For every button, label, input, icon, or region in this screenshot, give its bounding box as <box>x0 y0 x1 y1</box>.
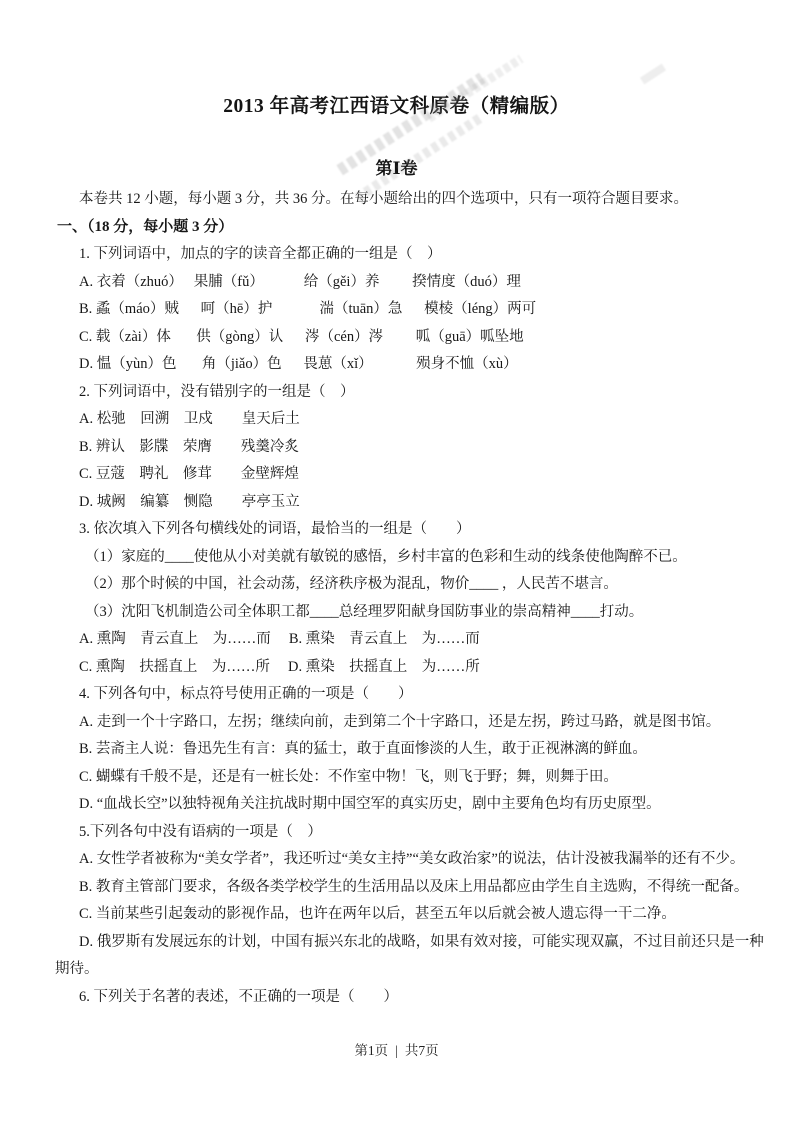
question-1-option-d: D. 愠（yùn）色 角（jiǎo）色 畏葸（xǐ） 殒身不恤（xù） <box>79 356 518 372</box>
question-5-option-b: B. 教育主管部门要求，各级各类学校学生的生活用品以及床上用品都应由学生自主选购，不得统一配备。 <box>79 878 749 895</box>
question-1-stem: 1. 下列词语中，加点的字的读音全都正确的一组是（ ） <box>79 246 442 262</box>
question-4-option-c: C. 蝴蝶有千般不是，还是有一桩长处：不作室中物！飞，则飞于野；舞，则舞于田。 <box>79 768 618 785</box>
question-1-option-c: C. 载（zài）体 供（gòng）认 涔（cén）涔 呱（guā）呱坠地 <box>79 328 524 345</box>
footer-total-pages: 共7页 <box>404 1043 439 1058</box>
question-5-option-d: D. 俄罗斯有发展远东的计划，中国有振兴东北的战略，如果有效对接，可能实现双赢，不过目前还只是一种 <box>79 933 764 950</box>
question-2-option-a: A. 松驰 回溯 卫戍 皇天后土 <box>79 411 300 427</box>
question-1-option-a: A. 衣着（zhuó） 果脯（fǔ） 给（gěi）养 揆情度（duó）理 <box>79 273 521 290</box>
question-2-option-b: B. 辨认 影牒 荣膺 残羹冷炙 <box>79 438 299 455</box>
question-3-item-3: （3）沈阳飞机制造公司全体职工都____总经理罗阳献身国防事业的崇高精神____打动。 <box>85 603 644 620</box>
footer-separator: | <box>395 1043 398 1058</box>
question-4-stem: 4. 下列各句中，标点符号使用正确的一项是（ ） <box>79 686 413 702</box>
question-3-options-cd: C. 熏陶 扶摇直上 为……所 D. 熏染 扶摇直上 为……所 <box>79 658 480 675</box>
page-footer <box>0 1039 793 1059</box>
watermark <box>640 64 666 85</box>
question-6-stem: 6. 下列关于名著的表述，不正确的一项是（ ） <box>79 988 398 1005</box>
section-title: 第Ⅰ卷 <box>375 159 418 178</box>
question-body <box>0 186 793 1011</box>
question-2-stem: 2. 下列词语中，没有错别字的一组是（ ） <box>79 383 355 400</box>
intro-paragraph: 本卷共 12 小题，每小题 3 分，共 36 分。在每小题给出的四个选项中，只有一项符合题目要求。 <box>79 191 688 207</box>
question-2-option-d: D. 城阙 编纂 恻隐 亭亭玉立 <box>79 493 300 510</box>
question-5-option-a: A. 女性学者被称为“美女学者”，我还听过“美女主持”“美女政治家”的说法，估计没被我漏举的还有不少。 <box>79 851 745 867</box>
part-heading: 一、（18 分，每小题 3 分） <box>57 218 234 235</box>
question-4-option-a: A. 走到一个十字路口，左拐；继续向前，走到第二个十字路口，还是左拐，跨过马路，就是图书馆。 <box>79 713 721 730</box>
question-4-option-b: B. 芸斋主人说：鲁迅先生有言：真的猛士，敢于直面惨淡的人生，敢于正视淋漓的鲜血。 <box>79 741 647 757</box>
question-2-option-c: C. 豆蔻 聘礼 修茸 金壁辉煌 <box>79 466 299 482</box>
question-3-item-1: （1）家庭的____使他从小对美就有敏锐的感悟，乡村丰富的色彩和生动的线条使他陶醉不已。 <box>85 548 687 565</box>
question-3-item-2: （2）那个时候的中国，社会动荡，经济秩序极为混乱，物价____ ，人民苦不堪言。 <box>85 576 618 592</box>
question-4-option-d: D. “血战长空”以独特视角关注抗战时期中国空军的真实历史，剧中主要角色均有历史原型。 <box>79 796 661 812</box>
question-3-stem: 3. 依次填入下列各句横线处的词语，最恰当的一组是（ ） <box>79 521 471 537</box>
question-5-option-c: C. 当前某些引起轰动的影视作品，也许在两年以后，甚至五年以后就会被人遗忘得一干二净。 <box>79 906 676 922</box>
question-3-options-ab: A. 熏陶 青云直上 为……而 B. 熏染 青云直上 为……而 <box>79 631 480 647</box>
page-title: 2013 年高考江西语文科原卷（精编版） <box>223 96 570 117</box>
question-5-option-d-continuation: 期待。 <box>55 961 99 977</box>
question-5-stem: 5.下列各句中没有语病的一项是（ ） <box>79 823 322 840</box>
footer-current-page: 第1页 <box>354 1043 389 1058</box>
question-1-option-b: B. 蟊（máo）贼 呵（hē）护 湍（tuān）急 模棱（léng）两可 <box>79 301 537 317</box>
